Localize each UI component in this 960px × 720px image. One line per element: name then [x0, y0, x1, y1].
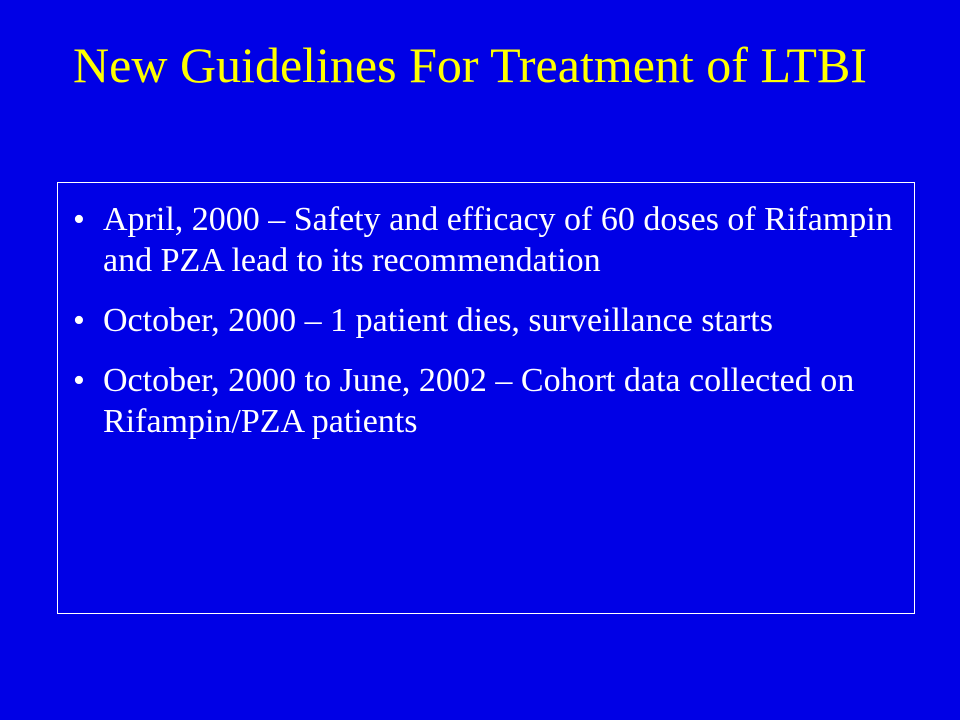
bullet-list [58, 199, 914, 461]
slide-title: New Guidelines For Treatment of LTBI [73, 37, 867, 93]
bullet-text: October, 2000 – 1 patient dies, surveillance starts [103, 302, 773, 339]
bullet-icon: • [73, 201, 85, 238]
content-box [57, 182, 915, 614]
bullet-icon: • [73, 302, 85, 339]
bullet-text: April, 2000 – Safety and efficacy of 60 doses of Rifampin and PZA lead to its recommendation [103, 201, 893, 279]
bullet-item [58, 360, 914, 442]
bullet-item [58, 199, 914, 281]
bullet-icon: • [73, 362, 85, 399]
bullet-text: October, 2000 to June, 2002 – Cohort data collected on Rifampin/PZA patients [103, 362, 855, 440]
bullet-item [58, 300, 914, 341]
